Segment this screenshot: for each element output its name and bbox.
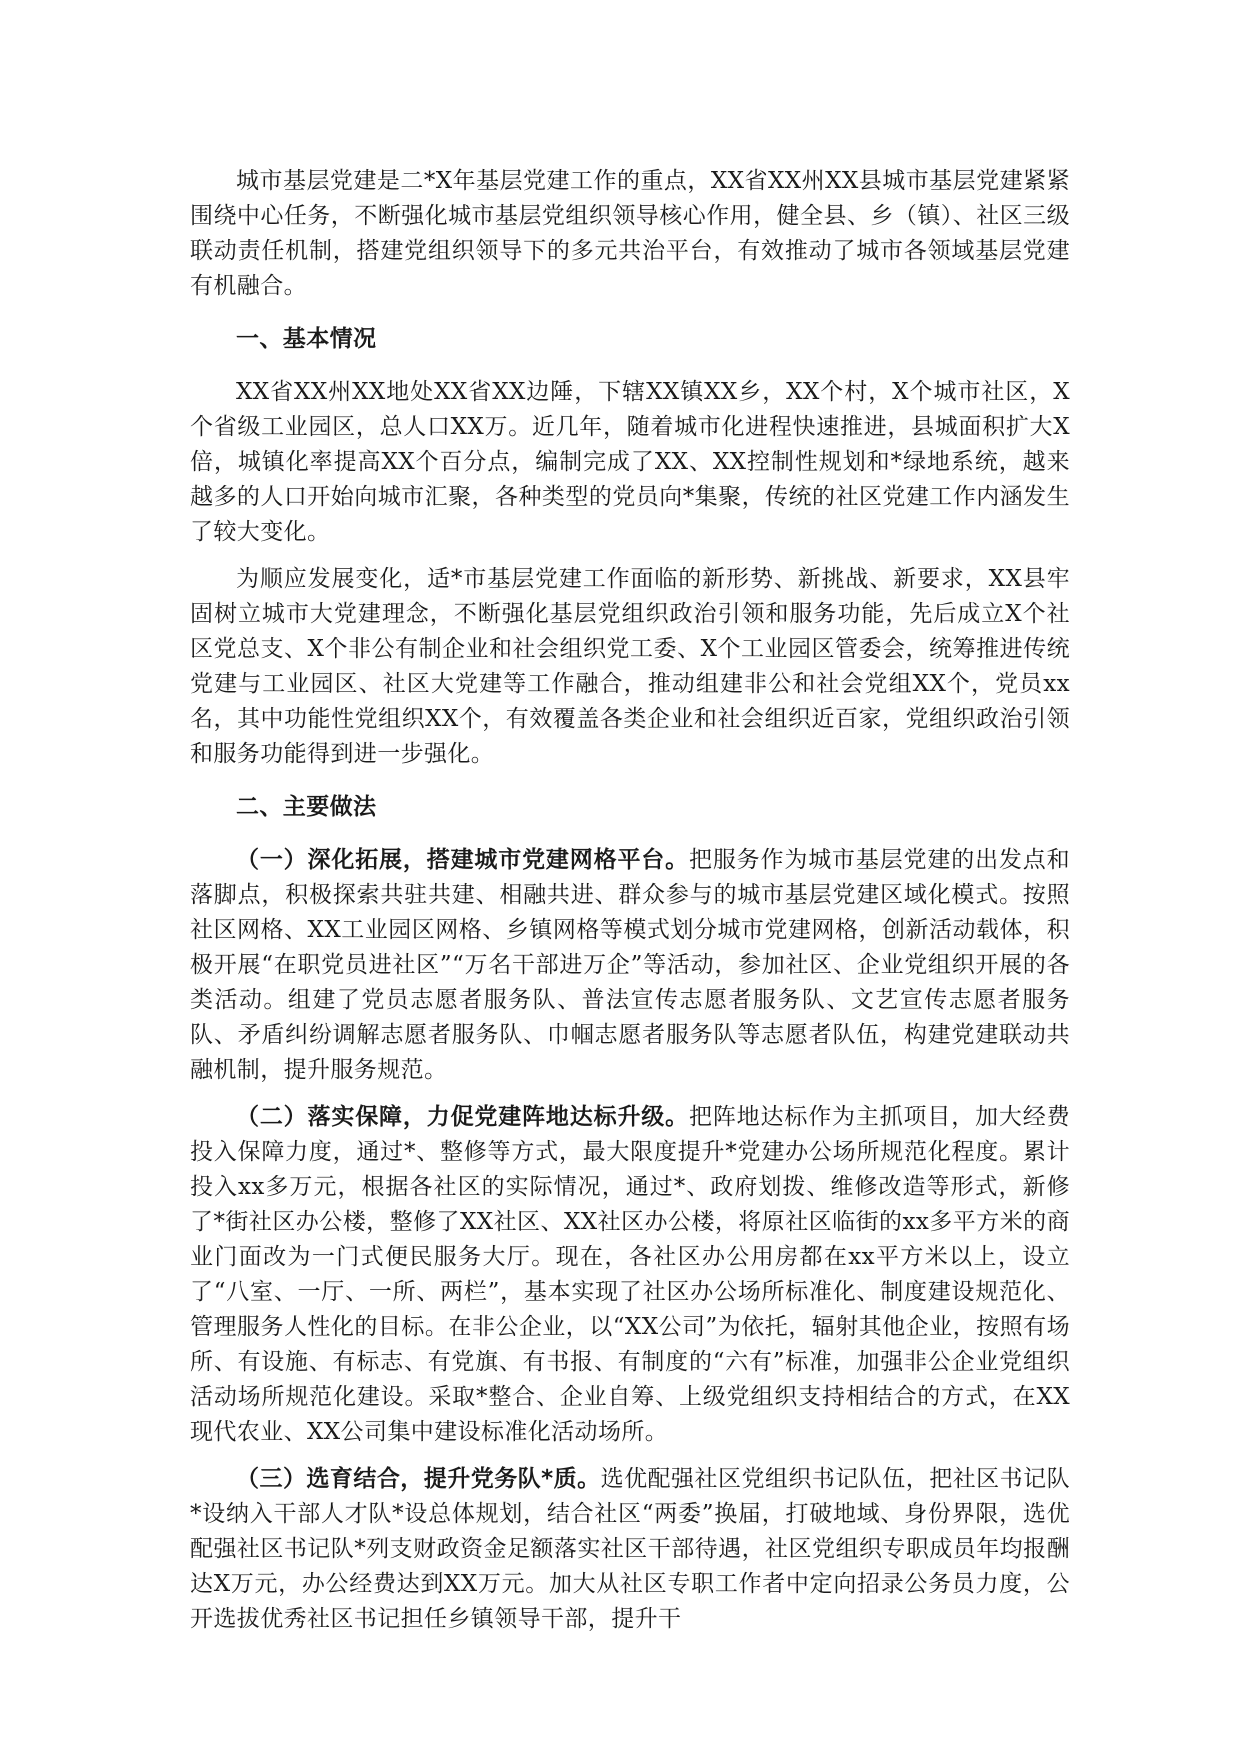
- section-heading-basic-situation: 一、基本情况: [236, 326, 377, 352]
- practice-item-1-lead: （一）深化拓展，搭建城市党建网格平台。: [236, 847, 689, 873]
- basic-situation-paragraph-1: XX省XX州XX地处XX省XX边陲，下辖XX镇XX乡，XX个村，X个城市社区，X个省级工业园区，总人口XX万。近几年，随着城市化进程快速推进，县城面积扩大X倍，城镇化率提高XX个百分点，编制完成了XX、XX控制性规划和*绿地系统，越来越多的人口开始向城市汇聚，各种类型的党员向*集聚，传统的社区党建工作内涵发生了较大变化。: [190, 379, 1070, 545]
- practice-item-2-text: 把阵地达标作为主抓项目，加大经费投入保障力度，通过*、整修等方式，最大限度提升*党建办公场所规范化程度。累计投入xx多万元，根据各社区的实际情况，通过*、政府划拨、维修改造等形式，新修了*街社区办公楼，整修了XX社区、XX社区办公楼，将原社区临街的xx多平方米的商业门面改为一门式便民服务大厅。现在，各社区办公用房都在xx平方米以上，设立了“八室、一厅、一所、两栏”，基本实现了社区办公场所标准化、制度建设规范化、管理服务人性化的目标。在非公企业，以“XX公司”为依托，辐射其他企业，按照有场所、有设施、有标志、有党旗、有书报、有制度的“六有”标准，加强非公企业党组织活动场所规范化建设。采取*整合、企业自筹、上级党组织支持相结合的方式，在XX现代农业、XX公司集中建设标准化活动场所。: [190, 1104, 1070, 1445]
- practice-item-3-text: 选优配强社区党组织书记队伍，把社区书记队*设纳入干部人才队*设总体规划，结合社区“两委”换届，打破地域、身份界限，选优配强社区书记队*列支财政资金足额落实社区干部待遇，社区党组织专职成员年均报酬达X万元，办公经费达到XX万元。加大从社区专职工作者中定向招录公务员力度，公开选拔优秀社区书记担任乡镇领导干部，提升干: [190, 1466, 1071, 1632]
- practice-item-2: [190, 1100, 1070, 1450]
- document-page: [190, 164, 1070, 1637]
- practice-item-1: [190, 843, 1070, 1088]
- practice-item-3-lead: （三）选育结合，提升党务队*质。: [236, 1466, 601, 1492]
- practice-item-1-text: 把服务作为城市基层党建的出发点和落脚点，积极探索共驻共建、相融共进、群众参与的城市基层党建区域化模式。按照社区网格、XX工业园区网格、乡镇网格等模式划分城市党建网格，创新活动载体，积极开展“在职党员进社区”“万名干部进万企”等活动，参加社区、企业党组织开展的各类活动。组建了党员志愿者服务队、普法宣传志愿者服务队、文艺宣传志愿者服务队、矛盾纠纷调解志愿者服务队、巾帼志愿者服务队等志愿者队伍，构建党建联动共融机制，提升服务规范。: [190, 847, 1070, 1083]
- practice-item-3: [190, 1462, 1070, 1637]
- section-heading-main-practices: 二、主要做法: [236, 794, 377, 820]
- practice-item-2-lead: （二）落实保障，力促党建阵地达标升级。: [236, 1104, 689, 1130]
- intro-paragraph: 城市基层党建是二*X年基层党建工作的重点，XX省XX州XX县城市基层党建紧紧围绕中心任务，不断强化城市基层党组织领导核心作用，健全县、乡（镇）、社区三级联动责任机制，搭建党组织领导下的多元共治平台，有效推动了城市各领域基层党建有机融合。: [190, 168, 1070, 299]
- basic-situation-paragraph-2: 为顺应发展变化，适*市基层党建工作面临的新形势、新挑战、新要求，XX县牢固树立城市大党建理念，不断强化基层党组织政治引领和服务功能，先后成立X个社区党总支、X个非公有制企业和社会组织党工委、X个工业园区管委会，统筹推进传统党建与工业园区、社区大党建等工作融合，推动组建非公和社会党组XX个，党员xx名，其中功能性党组织XX个，有效覆盖各类企业和社会组织近百家，党组织政治引领和服务功能得到进一步强化。: [190, 566, 1070, 767]
